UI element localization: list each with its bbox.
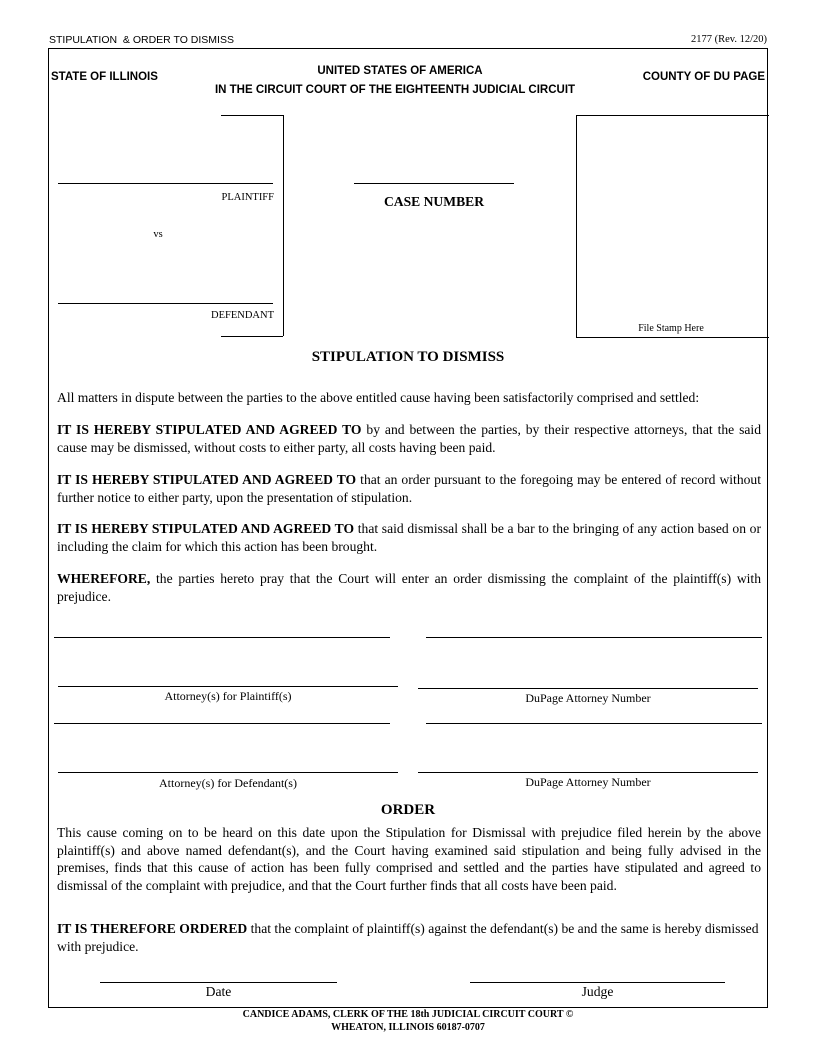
plaintiff-line[interactable] bbox=[58, 183, 273, 184]
stipulation-paragraph-1 bbox=[57, 421, 761, 456]
form-title: STIPULATION & ORDER TO DISMISS bbox=[49, 34, 234, 46]
p4-text: the parties hereto pray that the Court will enter an order dismissing the complaint of the plaintiff(s) with prejudice. bbox=[57, 571, 761, 604]
defendant-label: DEFENDANT bbox=[211, 310, 274, 321]
case-number-line[interactable] bbox=[354, 183, 514, 184]
p1-text: by and between the parties, by their respective attorneys, that the said cause may be dismissed, without costs to either party, all costs having been paid. bbox=[57, 422, 761, 455]
file-stamp-box bbox=[576, 115, 769, 338]
plaintiff-attorney-name-line[interactable] bbox=[58, 686, 398, 687]
date-line[interactable] bbox=[100, 982, 337, 983]
stipulation-title: STIPULATION TO DISMISS bbox=[311, 349, 505, 365]
address-footer: WHEATON, ILLINOIS 60187-0707 bbox=[331, 1022, 485, 1033]
p4-lead: WHEREFORE, bbox=[57, 571, 151, 586]
p2-lead: IT IS HEREBY STIPULATED AND AGREED TO bbox=[57, 472, 357, 487]
plaintiff-attorney-number-line[interactable] bbox=[426, 637, 762, 638]
file-stamp-label: File Stamp Here bbox=[638, 323, 704, 334]
plaintiff-attorney-number-line-2[interactable] bbox=[418, 688, 758, 689]
ordered-paragraph bbox=[57, 920, 761, 955]
ordered-text: that the complaint of plaintiff(s) against the defendant(s) be and the same is hereby dismissed with prejudice. bbox=[57, 921, 759, 954]
date-label: Date bbox=[205, 984, 232, 999]
defendant-attorney-number-line-2[interactable] bbox=[418, 772, 758, 773]
wherefore-paragraph bbox=[57, 570, 761, 605]
p3-lead: IT IS HEREBY STIPULATED AND AGREED TO bbox=[57, 521, 355, 536]
plaintiff-attorney-signature-line[interactable] bbox=[54, 637, 390, 638]
plaintiff-attorney-label: Attorney(s) for Plaintiff(s) bbox=[164, 689, 292, 703]
ordered-lead: IT IS THEREFORE ORDERED bbox=[57, 921, 248, 936]
stipulation-paragraph-3 bbox=[57, 520, 761, 555]
plaintiff-label: PLAINTIFF bbox=[221, 192, 274, 203]
defendant-attorney-label: Attorney(s) for Defendant(s) bbox=[159, 776, 297, 790]
order-paragraph: This cause coming on to be heard on this date upon the Stipulation for Dismissal with prejudice filed herein by the above plaintiff(s) and above named defendant(s), and the Court having examined said stipulation and being fully advised in the premises, finds that this cause of action has been fully comprised and settled and the parties have stipulated and agreed to dismissal of the complaint with prejudice, and that the Court further finds that all costs have been paid. bbox=[57, 825, 761, 893]
country-label: UNITED STATES OF AMERICA bbox=[317, 65, 483, 77]
judge-line[interactable] bbox=[470, 982, 725, 983]
caption-bracket-side bbox=[283, 115, 284, 336]
county-label: COUNTY OF DU PAGE bbox=[642, 71, 765, 83]
defendant-attorney-name-line[interactable] bbox=[58, 772, 398, 773]
form-number: 2177 (Rev. 12/20) bbox=[690, 34, 767, 45]
clerk-footer: CANDICE ADAMS, CLERK OF THE 18th JUDICIAL CIRCUIT COURT © bbox=[242, 1009, 574, 1020]
intro-paragraph: All matters in dispute between the parties to the above entitled cause having been satisfactorily comprised and settled: bbox=[57, 390, 700, 405]
defendant-attorney-signature-line[interactable] bbox=[54, 723, 390, 724]
defendant-number-label: DuPage Attorney Number bbox=[525, 775, 651, 789]
order-title: ORDER bbox=[380, 802, 436, 818]
vs-label: vs bbox=[153, 229, 163, 240]
defendant-line[interactable] bbox=[58, 303, 273, 304]
judge-label: Judge bbox=[581, 984, 614, 999]
stipulation-paragraph-2 bbox=[57, 471, 761, 506]
case-number-label: CASE NUMBER bbox=[383, 194, 485, 209]
p1-lead: IT IS HEREBY STIPULATED AND AGREED TO bbox=[57, 422, 362, 437]
p3-text: that said dismissal shall be a bar to the bringing of any action based on or including the claim for which this action has been brought. bbox=[57, 521, 761, 554]
circuit-label: IN THE CIRCUIT COURT OF THE EIGHTEENTH JUDICIAL CIRCUIT bbox=[214, 84, 576, 96]
caption-bracket-top bbox=[221, 115, 283, 116]
plaintiff-number-label: DuPage Attorney Number bbox=[525, 691, 651, 705]
caption-bracket-bottom bbox=[221, 336, 283, 337]
state-label: STATE OF ILLINOIS bbox=[51, 71, 158, 83]
p2-text: that an order pursuant to the foregoing may be entered of record without further notice to either party, upon the presentation of stipulation. bbox=[57, 472, 761, 505]
defendant-attorney-number-line[interactable] bbox=[426, 723, 762, 724]
